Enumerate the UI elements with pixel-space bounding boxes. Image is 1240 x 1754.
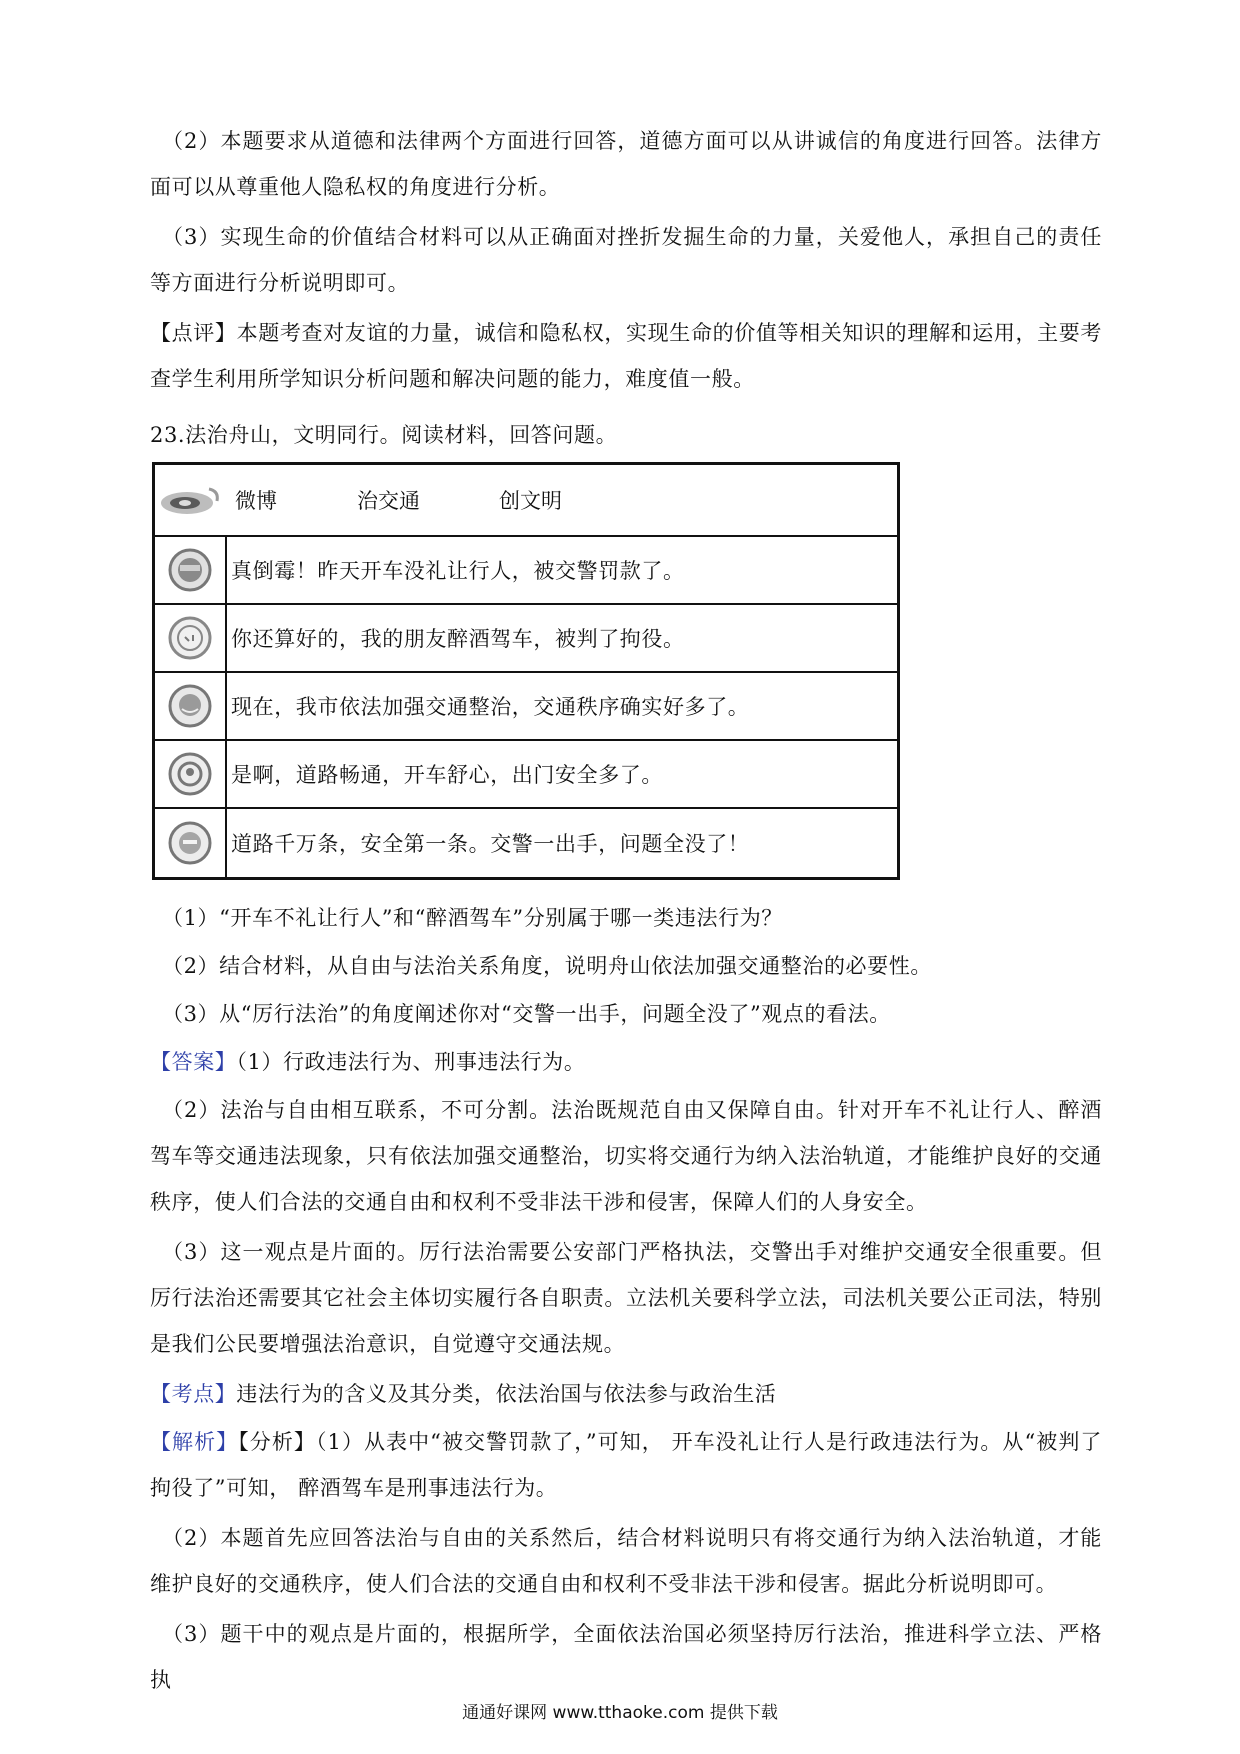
jiexi-paragraph-1 [150, 1419, 1102, 1511]
weibo-header-labels [229, 465, 562, 535]
jiexi-tag: 【解析】 [150, 1430, 239, 1454]
avatar-icon [155, 809, 227, 877]
avatar-icon [155, 537, 227, 603]
question-title: 23.法治舟山，文明同行。阅读材料，回答问题。 [150, 423, 618, 447]
page-footer: 通通好课网 www.tthaoke.com 提供下载 [462, 1703, 778, 1723]
kaodian-tag: 【考点】 [150, 1382, 237, 1406]
jiexi-text-1: （1）从表中“被交警罚款了，”可知， 开车没礼让行人是行政违法行为。从“被判了拘役了”可知， 醉酒驾车是刑事违法行为。 [150, 1430, 1102, 1500]
question-3: （3）从“厉行法治”的角度阐述你对“交警一出手，问题全没了”观点的看法。 [162, 1002, 891, 1026]
weibo-logo-icon [155, 465, 229, 537]
comment-text: 本题考查对友谊的力量，诚信和隐私权，实现生命的价值等相关知识的理解和运用，主要考查学生利用所学知识分析问题和解决问题的能力，难度值一般。 [150, 321, 1103, 391]
answer-tag: 【答案】 [150, 1050, 237, 1074]
weibo-row [155, 741, 897, 809]
weibo-message: 是啊，道路畅通，开车舒心，出门安全多了。 [231, 763, 663, 787]
paragraph-analysis-3: （3）实现生命的价值结合材料可以从正确面对挫折发掘生命的力量，关爱他人，承担自己的责任等方面进行分析说明即可。 [150, 225, 1102, 295]
answer-text-1: （1）行政违法行为、刑事违法行为。 [236, 1050, 586, 1074]
answer-paragraph-3: （3）这一观点是片面的。厉行法治需要公安部门严格执法，交警出手对维护交通安全很重要。但厉行法治还需要其它社会主体切实履行各自职责。立法机关要科学立法，司法机关要公正司法，特别是我们公民要增强法治意识，自觉遵守交通法规。 [150, 1240, 1102, 1356]
header-zhijiaotong: 治交通 [357, 489, 420, 513]
weibo-table [152, 462, 900, 880]
weibo-message: 道路千万条，安全第一条。交警一出手，问题全没了！ [231, 832, 750, 856]
kaodian-paragraph [150, 1371, 1102, 1417]
avatar-icon [155, 741, 227, 807]
header-weibo: 微博 [235, 489, 277, 513]
weibo-header-row [155, 465, 897, 537]
jiexi-paragraph-3: （3）题干中的观点是片面的，根据所学，全面依法治国必须坚持厉行法治，推进科学立法、严格执 [150, 1622, 1102, 1692]
answer-paragraph-2: （2）法治与自由相互联系，不可分割。法治既规范自由又保障自由。针对开车不礼让行人、醉酒驾车等交通违法现象，只有依法加强交通整治，切实将交通行为纳入法治轨道，才能维护良好的交通秩序，使人们合法的交通自由和权利不受非法干涉和侵害，保障人们的人身安全。 [150, 1098, 1102, 1214]
question-1: （1）“开车不礼让行人”和“醉酒驾车”分别属于哪一类违法行为？ [162, 906, 783, 930]
weibo-message: 你还算好的，我的朋友醉酒驾车，被判了拘役。 [231, 627, 685, 651]
header-chuangwenming: 创文明 [499, 489, 562, 513]
question-2: （2）结合材料，从自由与法治关系角度，说明舟山依法加强交通整治的必要性。 [162, 954, 932, 978]
avatar-icon [155, 605, 227, 671]
comment-paragraph [150, 310, 1102, 402]
jiexi-paragraph-2: （2）本题首先应回答法治与自由的关系然后，结合材料说明只有将交通行为纳入法治轨道，才能维护良好的交通秩序，使人们合法的交通自由和权利不受非法干涉和侵害。据此分析说明即可。 [150, 1526, 1102, 1596]
weibo-message: 现在，我市依法加强交通整治，交通秩序确实好多了。 [231, 695, 750, 719]
weibo-message: 真倒霉！昨天开车没礼让行人，被交警罚款了。 [231, 559, 685, 583]
kaodian-text: 违法行为的含义及其分类，依法治国与依法参与政治生活 [236, 1382, 777, 1406]
weibo-row [155, 809, 897, 877]
avatar-icon [155, 673, 227, 739]
paragraph-analysis-2: （2）本题要求从道德和法律两个方面进行回答，道德方面可以从讲诚信的角度进行回答。法律方面可以从尊重他人隐私权的角度进行分析。 [150, 129, 1102, 199]
answer-paragraph-1 [150, 1039, 1102, 1085]
weibo-row [155, 537, 897, 605]
weibo-row [155, 605, 897, 673]
weibo-row [155, 673, 897, 741]
fenxi-tag: 【分析】 [238, 1430, 316, 1454]
comment-tag: 【点评】 [150, 321, 237, 345]
